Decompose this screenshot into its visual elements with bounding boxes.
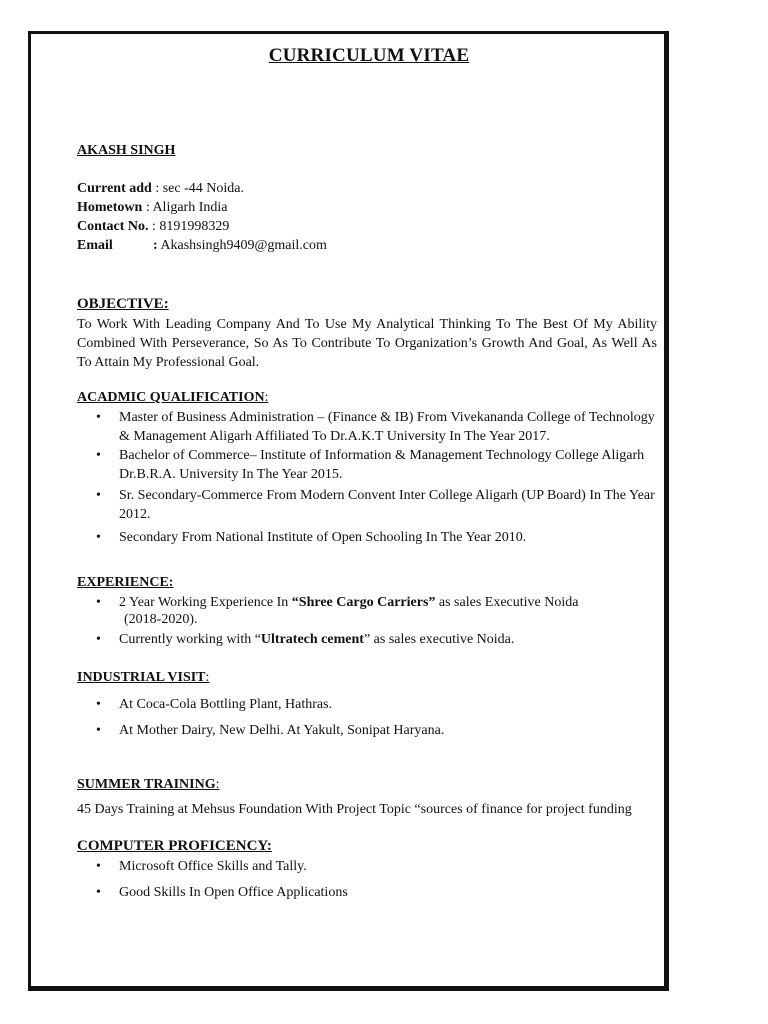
academic-heading: [77, 390, 268, 406]
bullet-icon: •: [96, 410, 101, 425]
list-item-line: [119, 630, 657, 649]
list-item: [77, 408, 657, 446]
industrial-visit-heading-colon: :: [205, 670, 210, 685]
list-item: [77, 857, 657, 876]
list-item: [77, 721, 657, 740]
list-item-line: & Management Aligarh Affiliated To Dr.A.K.T University In The Year 2017.: [119, 429, 550, 444]
list-item-line: Microsoft Office Skills and Tally.: [119, 859, 307, 874]
summer-training-text: 45 Days Training at Mehsus Foundation With Project Topic “sources of finance for project funding: [77, 802, 632, 817]
academic-list: [77, 408, 657, 547]
bullet-icon: •: [96, 448, 101, 463]
summer-training-heading-colon: :: [215, 777, 220, 792]
list-item-line: At Coca-Cola Bottling Plant, Hathras.: [119, 697, 333, 712]
computer-proficiency-list: [77, 857, 657, 902]
contact-number-label: Contact No.: [77, 219, 149, 234]
list-item-line: Sr. Secondary-Commerce From Modern Convent Inter College Aligarh (UP Board) In The Year: [119, 488, 655, 503]
bullet-icon: •: [96, 885, 101, 900]
experience-text: as sales Executive Noida: [435, 595, 579, 610]
objective-line: To Work With Leading Company And To Use My Analytical Thinking To The Best Of My Ability: [77, 317, 657, 332]
email-value: Akashsingh9409@gmail.com: [157, 238, 327, 253]
objective-text: [77, 315, 657, 372]
list-item-line: [119, 593, 657, 612]
list-item: [77, 528, 657, 547]
summer-training-heading-text: SUMMER TRAINING: [77, 777, 216, 792]
list-item-line: Dr.B.R.A. University In The Year 2015.: [119, 467, 343, 482]
list-item: [77, 695, 657, 714]
academic-heading-colon: :: [264, 390, 269, 405]
hometown-line: [77, 198, 227, 217]
list-item-line: Bachelor of Commerce– Institute of Information & Management Technology College Aligarh: [119, 448, 645, 463]
contact-number-line: [77, 217, 229, 236]
list-item: [77, 593, 657, 627]
email-colon: :: [153, 238, 158, 253]
bullet-icon: •: [96, 697, 101, 712]
company-name: “Shree Cargo Carriers”: [291, 595, 436, 610]
list-item-line: Master of Business Administration – (Finance & IB) From Vivekananda College of Technology: [119, 410, 655, 425]
bullet-icon: •: [96, 859, 101, 874]
experience-text: 2 Year Working Experience In: [119, 595, 292, 610]
current-address-label: Current add: [77, 181, 152, 196]
objective-line: Combined With Perseverance, So As To Contribute To Organization’s Growth And Goal, As Well As: [77, 336, 657, 351]
list-item: [77, 486, 657, 524]
objective-line: To Attain My Professional Goal.: [77, 355, 260, 370]
list-item: [77, 446, 657, 484]
bullet-icon: •: [96, 723, 101, 738]
list-item-line: 2012.: [119, 507, 151, 522]
industrial-visit-heading-text: INDUSTRIAL VISIT: [77, 670, 206, 685]
experience-text: ” as sales executive Noida.: [363, 632, 515, 647]
email-line: [77, 236, 327, 255]
current-address-line: [77, 179, 244, 198]
objective-heading: OBJECTIVE:: [77, 296, 169, 312]
computer-proficiency-heading: COMPUTER PROFICENCY:: [77, 838, 272, 854]
candidate-name: AKASH SINGH: [77, 143, 176, 158]
hometown-value: : Aligarh India: [142, 200, 228, 215]
contact-number-value: : 8191998329: [148, 219, 230, 234]
bullet-icon: •: [96, 488, 101, 503]
bullet-icon: •: [96, 632, 101, 647]
bullet-icon: •: [96, 595, 101, 610]
list-item-line: At Mother Dairy, New Delhi. At Yakult, Sonipat Haryana.: [119, 723, 445, 738]
industrial-visit-list: [77, 695, 657, 740]
current-address-value: : sec -44 Noida.: [151, 181, 244, 196]
document-title: CURRICULUM VITAE: [268, 45, 470, 66]
list-item-line: (2018-2020).: [124, 612, 198, 627]
list-item-line: Good Skills In Open Office Applications: [119, 885, 348, 900]
experience-text: Currently working with “: [119, 632, 261, 647]
bullet-icon: •: [96, 530, 101, 545]
summer-training-heading: [77, 777, 219, 793]
email-label: Email: [77, 238, 113, 253]
list-item: [77, 630, 657, 649]
company-name: Ultratech cement: [260, 632, 364, 647]
list-item-line: Secondary From National Institute of Open Schooling In The Year 2010.: [119, 530, 527, 545]
academic-heading-text: ACADMIC QUALIFICATION: [77, 390, 265, 405]
industrial-visit-heading: [77, 670, 209, 686]
experience-heading: EXPERIENCE:: [77, 575, 174, 590]
experience-list: [77, 593, 657, 649]
hometown-label: Hometown: [77, 200, 143, 215]
list-item: [77, 883, 657, 902]
